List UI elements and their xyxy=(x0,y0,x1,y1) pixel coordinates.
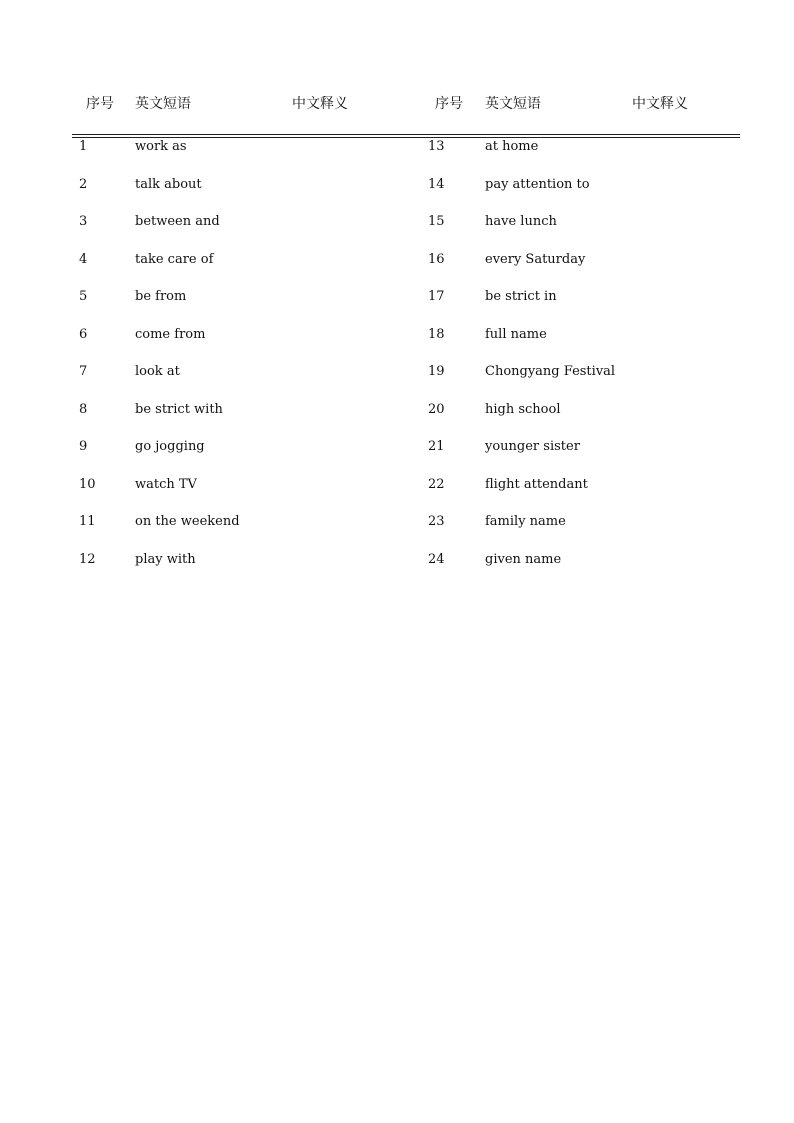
row-english-phrase-right: younger sister xyxy=(485,439,580,454)
row-english-phrase-right: high school xyxy=(485,401,561,417)
row-number-left: 3 xyxy=(79,214,88,229)
row-number-right: 15 xyxy=(428,214,445,229)
row-english-phrase-right: given name xyxy=(485,551,562,567)
table-row xyxy=(72,249,740,287)
row-number-left: 4 xyxy=(79,251,88,267)
header-chinese-meaning-left: 中文释义 xyxy=(292,96,348,112)
row-english-phrase-left: play with xyxy=(135,551,196,567)
row-number-right: 13 xyxy=(428,139,445,154)
table-body xyxy=(72,136,740,586)
row-english-phrase-left: watch TV xyxy=(135,476,197,492)
row-number-right: 24 xyxy=(428,551,445,567)
row-english-phrase-left: between and xyxy=(135,214,220,229)
table-row xyxy=(72,286,740,324)
row-number-right: 16 xyxy=(428,251,445,267)
table-row xyxy=(72,361,740,399)
row-english-phrase-right: Chongyang Festival xyxy=(485,364,616,379)
row-english-phrase-right: flight attendant xyxy=(485,476,588,492)
row-english-phrase-right: pay attention to xyxy=(485,176,590,192)
row-english-phrase-right: be strict in xyxy=(485,289,557,304)
row-english-phrase-right: family name xyxy=(485,514,566,529)
row-number-right: 14 xyxy=(428,176,445,192)
row-number-left: 1 xyxy=(79,139,88,154)
row-english-phrase-left: take care of xyxy=(135,251,214,267)
row-number-right: 22 xyxy=(428,476,445,492)
row-english-phrase-left: talk about xyxy=(135,176,202,192)
header-english-phrase-right: 英文短语 xyxy=(485,96,541,112)
row-number-left: 7 xyxy=(79,364,88,379)
table-row xyxy=(72,324,740,362)
row-number-right: 17 xyxy=(428,289,445,304)
table-row xyxy=(72,511,740,549)
table-row xyxy=(72,549,740,587)
row-number-right: 18 xyxy=(428,326,445,342)
row-english-phrase-left: be from xyxy=(135,289,187,304)
row-number-right: 21 xyxy=(428,439,445,454)
row-number-left: 2 xyxy=(79,176,88,192)
row-number-right: 20 xyxy=(428,401,445,417)
row-number-left: 10 xyxy=(79,476,96,492)
row-english-phrase-right: every Saturday xyxy=(485,251,586,267)
row-english-phrase-left: work as xyxy=(135,139,187,154)
table-row xyxy=(72,136,740,174)
table-row xyxy=(72,174,740,212)
header-number-left: 序号 xyxy=(86,96,114,112)
table-row xyxy=(72,399,740,437)
row-english-phrase-left: come from xyxy=(135,326,206,342)
header-english-phrase-left: 英文短语 xyxy=(135,96,191,112)
row-number-left: 6 xyxy=(79,326,88,342)
table-row xyxy=(72,436,740,474)
table-row xyxy=(72,474,740,512)
row-number-right: 23 xyxy=(428,514,445,529)
header-chinese-meaning-right: 中文释义 xyxy=(632,96,688,112)
row-number-left: 5 xyxy=(79,289,88,304)
header-number-right: 序号 xyxy=(435,96,463,112)
row-number-left: 9 xyxy=(79,439,88,454)
row-english-phrase-right: have lunch xyxy=(485,214,557,229)
table-header xyxy=(72,92,740,118)
row-number-right: 19 xyxy=(428,364,445,379)
row-number-left: 8 xyxy=(79,401,88,417)
row-english-phrase-right: at home xyxy=(485,139,539,154)
row-english-phrase-left: on the weekend xyxy=(135,514,240,529)
row-number-left: 11 xyxy=(79,514,96,529)
row-number-left: 12 xyxy=(79,551,96,567)
row-english-phrase-right: full name xyxy=(485,326,547,342)
row-english-phrase-left: look at xyxy=(135,364,180,379)
row-english-phrase-left: be strict with xyxy=(135,401,223,417)
header-rule-top xyxy=(72,134,740,135)
row-english-phrase-left: go jogging xyxy=(135,439,205,454)
table-row xyxy=(72,211,740,249)
